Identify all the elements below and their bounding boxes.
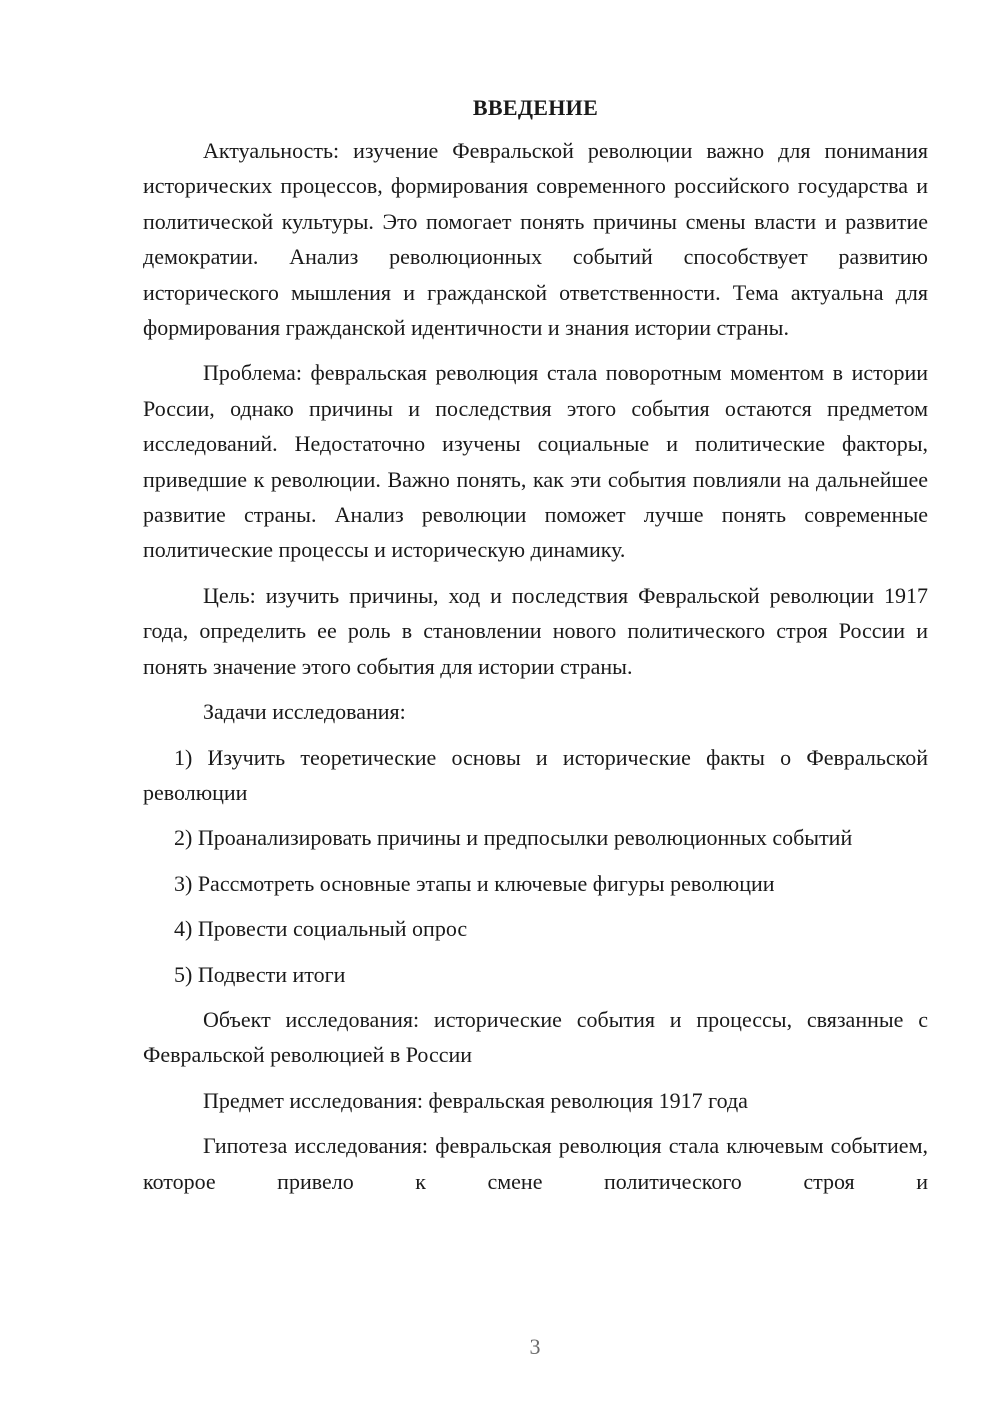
relevance-paragraph: Актуальность: изучение Февральской революции важно для понимания исторических процессов, формирования современного российского государства и политической культуры. Это помогает понять причины смены власти и развитие демократии. Анализ революционных событий способствует развитию исторического мышления и гражданской ответственности. Тема актуальна для формирования гражданской идентичности и знания истории страны. — [143, 138, 928, 341]
section-heading: ВВЕДЕНИЕ — [472, 95, 599, 120]
object-paragraph: Объект исследования: исторические события и процессы, связанные с Февральской революцией в России — [143, 1006, 928, 1068]
goal-paragraph: Цель: изучить причины, ход и последствия Февральской революции 1917 года, определить ее роль в становлении нового политического строя России и понять значение этого события для истории страны. — [143, 582, 928, 679]
hypothesis-paragraph: Гипотеза исследования: февральская революция стала ключевым событием, которое привело к смене политического строя и — [143, 1133, 928, 1194]
page-number: 3 — [529, 1334, 541, 1359]
document-page — [143, 90, 928, 1209]
subject-paragraph: Предмет исследования: февральская революция 1917 года — [203, 1087, 748, 1113]
task-item-2: 2) Проанализировать причины и предпосылки революционных событий — [174, 825, 853, 851]
tasks-heading: Задачи исследования: — [203, 699, 406, 725]
problem-paragraph: Проблема: февральская революция стала поворотным моментом в истории России, однако причины и последствия этого события остаются предметом исследований. Недостаточно изучены социальные и политические факторы, приведшие к революции. Важно понять, как эти события повлияли на дальнейшее развитие страны. Анализ революции поможет лучше понять современные политические процессы и историческую динамику. — [143, 360, 928, 563]
task-item-4: 4) Провести социальный опрос — [174, 916, 468, 942]
task-item-1: 1) Изучить теоретические основы и исторические факты о Февральской революции — [143, 744, 928, 805]
task-item-3: 3) Рассмотреть основные этапы и ключевые фигуры революции — [174, 870, 775, 896]
task-item-5: 5) Подвести итоги — [174, 961, 346, 987]
